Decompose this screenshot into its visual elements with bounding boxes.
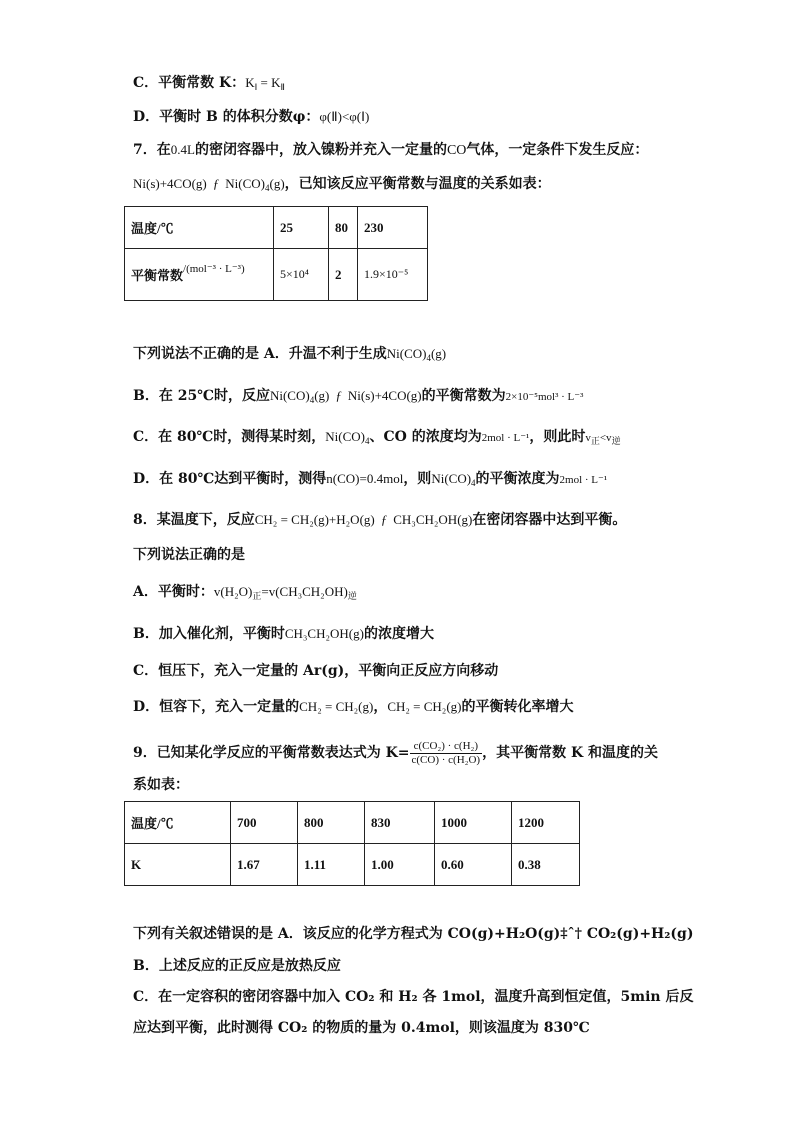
table-cell: 800 — [298, 802, 365, 844]
q9-option-a: 下列有关叙述错误的是 A．该反应的化学方程式为 CO(g)+H₂O(g)‡ˆ† CO₂(g)+H₂(g) — [133, 926, 694, 942]
q9-option-c-line1: C．在一定容积的密闭容器中加入 CO₂ 和 H₂ 各 1mol，温度升高到恒定值，5min 后反 — [133, 989, 694, 1005]
table-cell: 25 — [274, 207, 329, 249]
q7-table-row — [125, 249, 428, 301]
table-cell: 1.67 — [231, 844, 298, 886]
table-cell: 2 — [329, 249, 358, 301]
table-cell: 700 — [231, 802, 298, 844]
table-cell: 5×10⁴ — [274, 249, 329, 301]
q8-stem: 8．某温度下，反应CH₂ = CH₂(g)+H₂O(g) ƒ CH₃CH₂OH(g)在密闭容器中达到平衡。 — [133, 512, 627, 528]
q8-option-c: C．恒压下，充入一定量的 Ar(g)，平衡向正反应方向移动 — [133, 663, 499, 679]
table-cell: 1.9×10⁻⁵ — [358, 249, 428, 301]
q6-option-c — [133, 73, 285, 94]
table-cell: K — [125, 844, 231, 886]
q9-fraction: $\frac{\text{c(CO₂) · c(H₂)}}{\text{c(CO) · c(H₂O)}}$ — [411, 739, 481, 766]
q9-table-header-row — [125, 802, 580, 844]
table-cell: 1.00 — [365, 844, 435, 886]
q7-volume: 0.4L — [170, 142, 195, 157]
table-cell: 温度/℃ — [125, 802, 231, 844]
q9-stem-2: 系如表： — [133, 777, 189, 793]
table-cell: 830 — [365, 802, 435, 844]
q9-table-row — [125, 844, 580, 886]
q6-option-d-formula: φ(Ⅱ)<φ(Ⅰ) — [319, 109, 370, 124]
q8-stem-2: 下列说法正确的是 — [133, 547, 245, 563]
q7-stem: 7．在0.4L的密闭容器中，放入镍粉并充入一定量的CO气体，一定条件下发生反应： — [133, 142, 649, 158]
table-cell: 230 — [358, 207, 428, 249]
q6-option-c-label: C．平衡常数 K： — [133, 75, 246, 91]
q9-option-c-line2: 应达到平衡，此时测得 CO₂ 的物质的量为 0.4mol，则该温度为 830℃ — [133, 1020, 590, 1036]
table-cell: 80 — [329, 207, 358, 249]
q7-option-c: C．在 80℃时，测得某时刻，$Ni(CO)_4$、CO 的浓度均为2mol · L⁻¹，则此时$v_正<v_逆$ — [133, 429, 621, 446]
table-cell: 1000 — [435, 802, 512, 844]
q6-option-d — [133, 107, 369, 127]
table-cell: 温度/℃ — [125, 207, 274, 249]
q6-option-d-label: D．平衡时 B 的体积分数φ： — [133, 109, 320, 125]
q8-option-a: A．平衡时：$v(H_2O)_正=v(CH_3CH_2OH)_逆$ — [133, 584, 357, 601]
q8-option-b: B．加入催化剂，平衡时CH₃CH₂OH(g)的浓度增大 — [133, 626, 434, 642]
q9-table — [124, 801, 580, 886]
q7-table-header-row — [125, 207, 428, 249]
q7-equation: Ni(s)+4CO(g) ƒ $Ni(CO)_4(g)$ — [133, 176, 285, 193]
q7-table — [124, 206, 428, 301]
table-cell: 0.38 — [512, 844, 580, 886]
q7-equation-line: Ni(s)+4CO(g) ƒ $Ni(CO)_4(g)$，已知该反应平衡常数与温度的关系如表： — [133, 176, 551, 193]
q9-option-b: B．上述反应的正反应是放热反应 — [133, 958, 341, 974]
q7-option-b: B．在 25℃时，反应$Ni(CO)_4(g)$ ƒ Ni(s)+4CO(g)的平衡常数为2×10⁻⁵mol³ · L⁻³ — [133, 388, 584, 405]
table-cell: 平衡常数$^{/(mol^{-3} \cdot L^{-3})}$ — [125, 249, 274, 301]
table-cell: 1200 — [512, 802, 580, 844]
q6-option-c-formula: $K_Ⅰ = K_Ⅱ$ — [245, 75, 285, 92]
table-cell: 1.11 — [298, 844, 365, 886]
q7-option-a: 下列说法不正确的是 A．升温不利于生成$Ni(CO)_4(g)$ — [133, 346, 447, 363]
table-cell: 0.60 — [435, 844, 512, 886]
q9-stem: 9．已知某化学反应的平衡常数表达式为 K= $\frac{\text{c(CO₂) · c(H₂)}}{\text{c(CO) · c(H₂O)}}$ ，其平衡常数 K 和温度的关 — [133, 739, 659, 766]
q8-option-d: D．恒容下，充入一定量的CH₂ = CH₂(g)，CH₂ = CH₂(g)的平衡转化率增大 — [133, 699, 574, 715]
q7-option-d: D．在 80℃达到平衡时，测得n(CO)=0.4mol，则$Ni(CO)_4$的平衡浓度为2mol · L⁻¹ — [133, 471, 608, 488]
